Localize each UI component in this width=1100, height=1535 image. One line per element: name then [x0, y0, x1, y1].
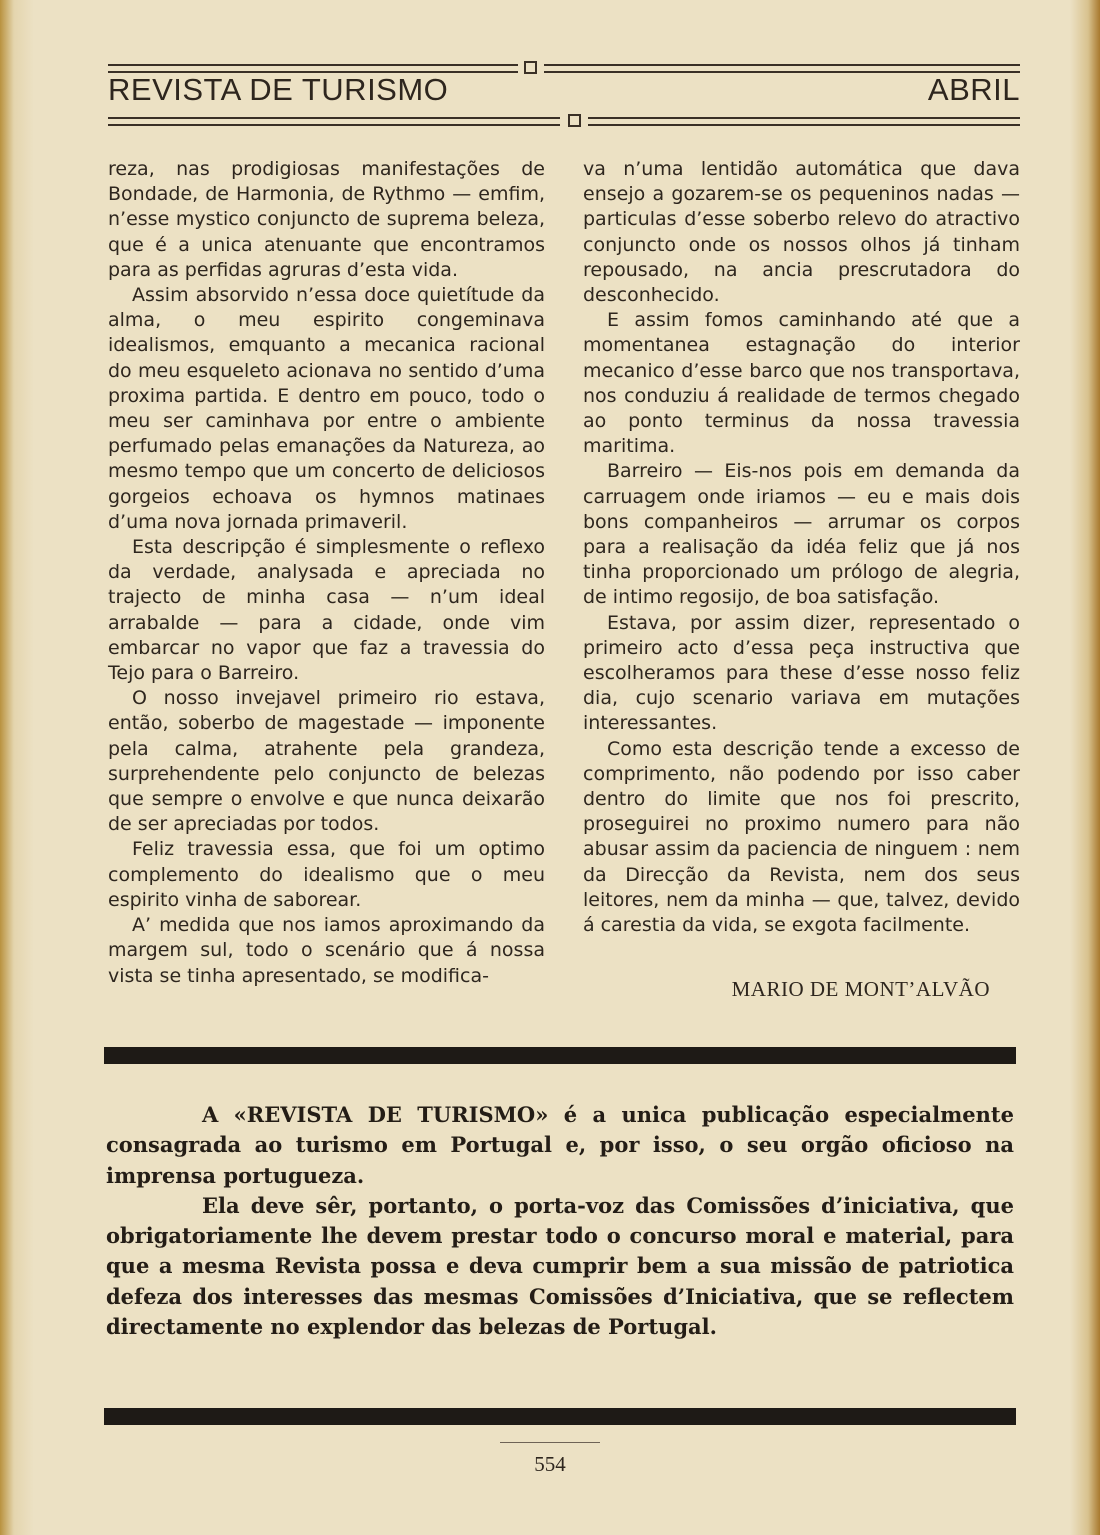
article-paragraph: Barreiro — Eis-nos pois em demanda da carruagem onde iriamos — eu e mais dois bons companheiros — arrumar os corpos para a realisação da idéa feliz que já nos tinha proporcionado um prólogo de alegria, de intimo regosijo, de boa satisfação. [583, 460, 1020, 609]
article-paragraph: reza, nas prodigiosas manifestações de Bondade, de Harmonia, de Rythmo — emfim, n’esse mystico conjuncto de suprema beleza, que é a unica atenuante que encontramos para as perfidas agruras d’esta vida. [108, 158, 545, 281]
notice-top-bar [104, 1047, 1016, 1064]
article-paragraph: A’ medida que nos iamos aproximando da margem sul, todo o scenário que á nossa vista se tinha apresentado, se modifica- [108, 914, 545, 987]
article-paragraph: va n’uma lentidão automática que dava ensejo a gozarem-se os pequeninos nadas —particulas d’esse soberbo relevo do atractivo conjuncto onde os nossos olhos já tinham repousado, na ancia prescrutadora do desconhecido. [583, 158, 1020, 307]
header-bottom-ornament-box [568, 114, 581, 127]
article-signature: MARIO DE MONT’ALVÃO [731, 977, 990, 1001]
article-column-right [583, 157, 1020, 938]
page-number: 554 [534, 1452, 566, 1476]
article-paragraph: E assim fomos caminhando até que a momentanea estagnação do interior mecanico d’esse barco que nos transportava, nos conduziu á realidade de termos chegado ao ponto terminus da nossa travessia maritima. [583, 309, 1020, 458]
notice-bottom-bar [104, 1408, 1016, 1425]
article-paragraph: Esta descripção é simplesmente o reflexo da verdade, analysada e apreciada no trajecto de minha casa — n’um ideal arrabalde — para a cidade, onde vim embarcar no vapor que faz a travessia do Tejo para o Barreiro. [108, 536, 545, 685]
header-bottom-rule-right [588, 117, 1020, 126]
notice-paragraph: A «REVISTA DE TURISMO» é a unica publicação especialmente consagrada ao turismo em Portugal e, por isso, o seu orgão oficioso na imprensa portugueza. [106, 1102, 1014, 1188]
article-paragraph: Como esta descrição tende a excesso de comprimento, não podendo por isso caber dentro do limite que nos foi prescrito, proseguirei no proximo numero para não abusar assim da paciencia de ninguem : nem da Direcção da Revista, nem dos seus leitores, nem da minha — que, talvez, devido á carestia da vida, se exgota facilmente. [583, 737, 1020, 937]
header-bottom-rule-left [108, 117, 560, 126]
article-paragraph: Estava, por assim dizer, representado o primeiro acto d’essa peça instructiva que escolheramos para these d’esse nosso feliz dia, cujo scenario variava em mutações interessantes. [583, 611, 1020, 735]
article-paragraph: O nosso invejavel primeiro rio estava, então, soberbo de magestade — imponente pela calma, atrahente pela grandeza, surprehendente pelo conjuncto de belezas que sempre o envolve e que nunca deixarão de ser apreciadas por todos. [108, 687, 545, 836]
notice-text [106, 1100, 1014, 1342]
article-paragraph: Feliz travessia essa, que foi um optimo complemento do idealismo que o meu espirito vinha de saborear. [108, 838, 545, 911]
page-number-rule [500, 1442, 600, 1443]
running-head-title: REVISTA DE TURISMO [108, 72, 449, 107]
article-column-left [108, 157, 545, 989]
header-top-ornament-box [524, 61, 537, 74]
notice-paragraph: Ela deve sêr, portanto, o porta-voz das Comissões d’iniciativa, que obrigatoriamente lhe devem prestar todo o concurso moral e material, para que a mesma Revista possa e deva cumprir bem a sua missão de patriotica defeza dos interesses das mesmas Comissões d’Iniciativa, que se reflectem directamente no explendor das belezas de Portugal. [106, 1192, 1014, 1340]
article-paragraph: Assim absorvido n’essa doce quietítude da alma, o meu espirito congeminava idealismos, emquanto a mecanica racional do meu esqueleto acionava no sentido d’uma proxima partida. E dentro em pouco, todo o meu ser caminhava por entre o ambiente perfumado pelas emanações da Natureza, ao mesmo tempo que um concerto de deliciosos gorgeios echoava os hymnos matinaes d’uma nova jornada primaveril. [108, 284, 545, 533]
running-head-month: ABRIL [927, 72, 1020, 107]
